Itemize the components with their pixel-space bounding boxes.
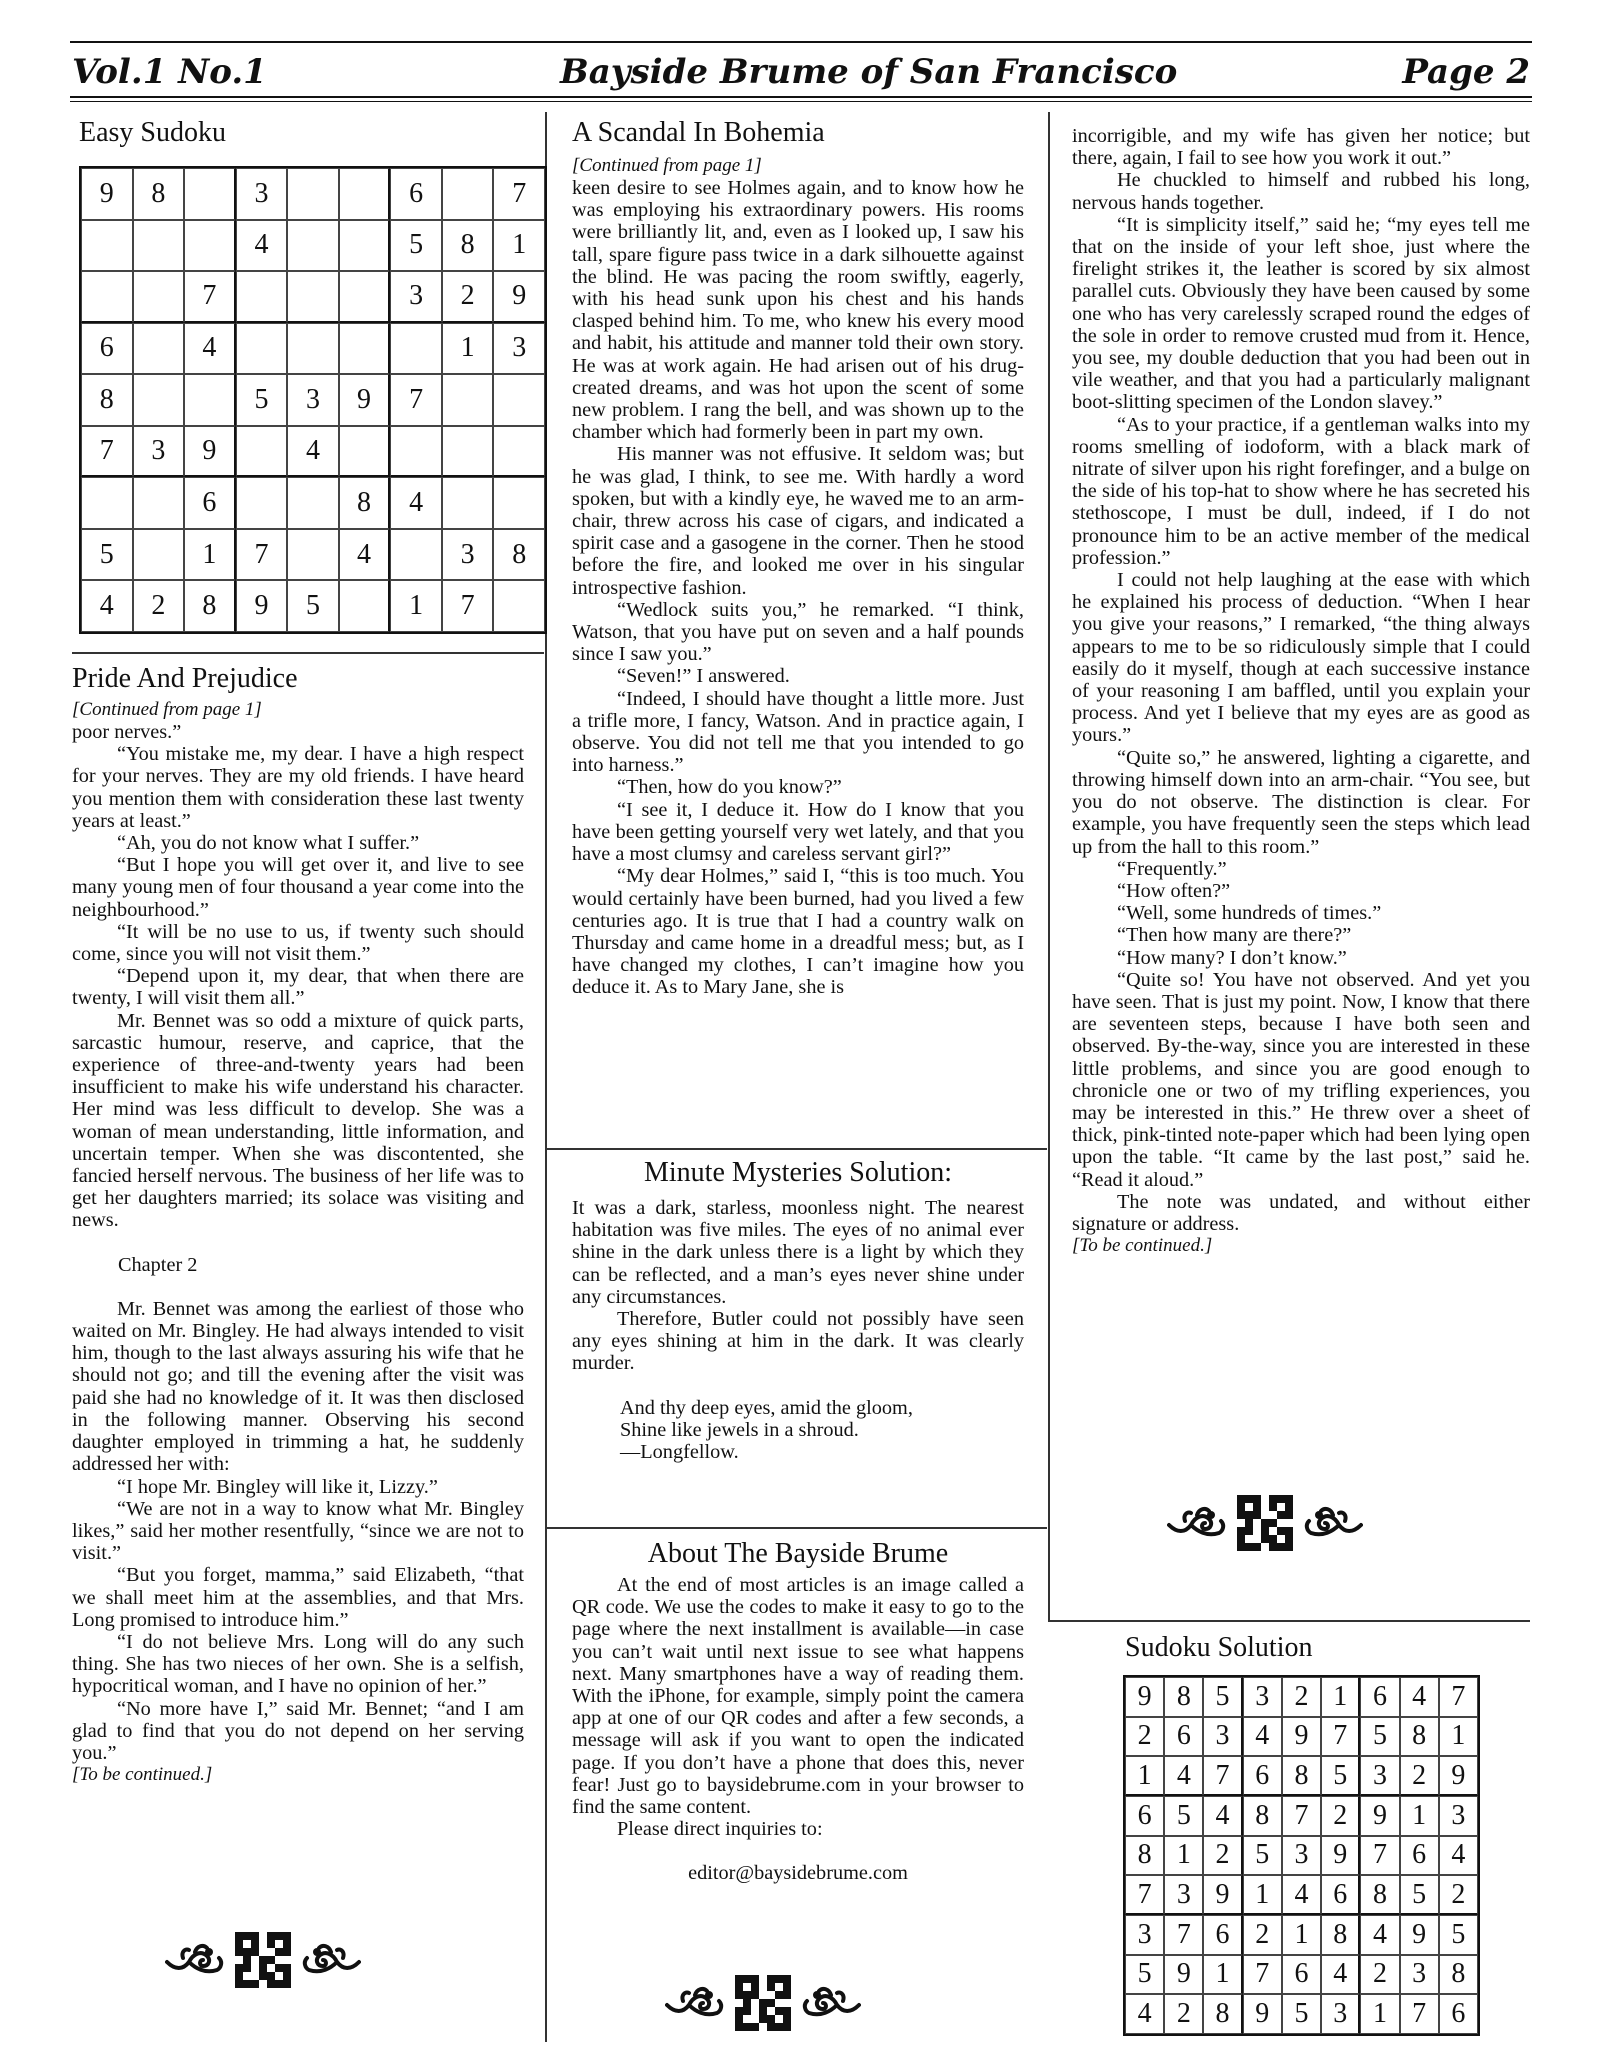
minute-mysteries-section <box>572 1157 1024 1463</box>
sudoku-cell: 3 <box>1439 1796 1478 1836</box>
sudoku-cell: 4 <box>1164 1756 1203 1796</box>
sudoku-cell: 2 <box>442 271 494 323</box>
sudoku-cell <box>442 168 494 220</box>
sudoku-cell <box>339 220 391 272</box>
sudoku-cell: 3 <box>133 426 185 478</box>
sudoku-cell: 5 <box>1164 1796 1203 1836</box>
sudoku-cell <box>339 323 391 375</box>
sudoku-cell: 5 <box>1360 1717 1399 1757</box>
sudoku-cell: 4 <box>1400 1677 1439 1717</box>
sudoku-cell: 5 <box>1321 1756 1360 1796</box>
page-number: Page 2 <box>1402 52 1530 92</box>
paragraph: “But I hope you will get over it, and live to see many young men of four thousand a year come into the neighbourhood.” <box>72 854 524 921</box>
sudoku-cell: 9 <box>1360 1796 1399 1836</box>
article-body <box>72 721 524 1232</box>
qr-code-icon[interactable] <box>735 1975 791 2031</box>
article-body <box>572 177 1024 999</box>
sudoku-cell: 8 <box>1400 1717 1439 1757</box>
sudoku-cell: 3 <box>1400 1955 1439 1995</box>
sudoku-cell: 3 <box>1164 1875 1203 1915</box>
paragraph: “No more have I,” said Mr. Bennet; “and I am glad to find that you do not depend on her serving you.” <box>72 1697 524 1764</box>
section-rule <box>547 1148 1047 1150</box>
sudoku-cell: 1 <box>1400 1796 1439 1836</box>
sudoku-cell: 2 <box>1282 1677 1321 1717</box>
sudoku-cell <box>236 271 288 323</box>
sudoku-cell: 9 <box>1203 1875 1242 1915</box>
sudoku-cell: 2 <box>1321 1796 1360 1836</box>
sudoku-cell: 2 <box>1125 1717 1164 1757</box>
sudoku-cell <box>184 374 236 426</box>
sudoku-cell: 4 <box>1439 1836 1478 1876</box>
continued-note: [Continued from page 1] <box>72 699 262 720</box>
ornament-qr <box>1167 1495 1363 1551</box>
sudoku-cell: 5 <box>1203 1677 1242 1717</box>
paragraph: He chuckled to himself and rubbed his long, nervous hands together. <box>1072 169 1530 214</box>
ornament-qr <box>665 1975 861 2031</box>
sudoku-cell: 1 <box>1125 1756 1164 1796</box>
sudoku-cell <box>493 374 545 426</box>
sudoku-cell: 3 <box>287 374 339 426</box>
sudoku-cell: 9 <box>81 168 133 220</box>
sudoku-cell <box>287 323 339 375</box>
sudoku-cell: 3 <box>1282 1836 1321 1876</box>
sudoku-cell: 1 <box>1360 1994 1399 2034</box>
sudoku-cell: 6 <box>1125 1796 1164 1836</box>
sudoku-cell: 2 <box>1164 1994 1203 2034</box>
sudoku-cell: 1 <box>1282 1915 1321 1955</box>
sudoku-cell: 4 <box>184 323 236 375</box>
sudoku-cell: 3 <box>442 529 494 581</box>
sudoku-cell <box>493 426 545 478</box>
paragraph: incorrigible, and my wife has given her notice; but there, again, I fail to see how you work it out.” <box>1072 125 1530 170</box>
sudoku-cell: 7 <box>1203 1756 1242 1796</box>
sudoku-cell: 4 <box>1321 1955 1360 1995</box>
paragraph: “Depend upon it, my dear, that when there are twenty, I will visit them all.” <box>72 965 524 1010</box>
flourish-right-icon <box>801 1983 861 2023</box>
sudoku-cell: 1 <box>442 323 494 375</box>
paragraph: poor nerves.” <box>72 721 182 743</box>
flourish-left-icon <box>165 1940 225 1980</box>
sudoku-cell: 7 <box>493 168 545 220</box>
sudoku-cell: 4 <box>339 529 391 581</box>
section-rule <box>547 1527 1047 1529</box>
sudoku-cell: 1 <box>493 220 545 272</box>
sudoku-cell: 6 <box>1400 1836 1439 1876</box>
mystery-body <box>572 1197 1024 1375</box>
sudoku-cell: 3 <box>236 168 288 220</box>
masthead-rule-thin <box>70 101 1532 102</box>
article-title: A Scandal In Bohemia <box>572 117 825 148</box>
sudoku-cell: 6 <box>1360 1677 1399 1717</box>
sudoku-cell: 5 <box>390 220 442 272</box>
sudoku-cell: 7 <box>236 529 288 581</box>
sudoku-cell: 3 <box>390 271 442 323</box>
scandal-bohemia-article <box>572 117 1024 999</box>
sudoku-cell: 4 <box>287 426 339 478</box>
sudoku-cell <box>339 271 391 323</box>
sudoku-cell <box>287 529 339 581</box>
about-section <box>572 1538 1024 1885</box>
flourish-left-icon <box>1167 1503 1227 1543</box>
sudoku-cell: 6 <box>1203 1915 1242 1955</box>
sudoku-cell: 9 <box>339 374 391 426</box>
sudoku-cell: 8 <box>1243 1796 1282 1836</box>
sudoku-cell <box>184 220 236 272</box>
sudoku-cell: 8 <box>442 220 494 272</box>
sudoku-cell: 9 <box>1439 1756 1478 1796</box>
sudoku-cell <box>339 580 391 632</box>
paragraph: “You mistake me, my dear. I have a high respect for your nerves. They are my old friends. I have heard you mention them with consideration these last twenty years at least.” <box>72 743 524 832</box>
paragraph: “I hope Mr. Bingley will like it, Lizzy.” <box>117 1475 438 1498</box>
paragraph: “Wedlock suits you,” he remarked. “I think, Watson, that you have put on seven and a half pounds since I saw you.” <box>572 598 1024 666</box>
sudoku-cell <box>81 220 133 272</box>
sudoku-cell <box>493 580 545 632</box>
about-body <box>572 1574 1024 1840</box>
sudoku-cell: 1 <box>390 580 442 632</box>
paragraph: His manner was not effusive. It seldom was; but he was glad, I think, to see me. With hardly a word spoken, but with a kindly eye, he waved me to an arm-chair, threw across his case of cigars, and indicated a spirit case and a gasogene in the corner. Then he stood before the fire, and looked me over in his singular introspective fashion. <box>572 443 1024 599</box>
paragraph: “Quite so! You have not observed. And yet you have seen. That is just my point. Now, I know that there are seventeen steps, because I have both seen and observed. By-the-way, since you are interested in these little problems, and since you are good enough to chronicle one or two of my trifling experiences, you may be interested in this.” He threw over a sheet of thick, pink-tinted note-paper which had been lying open upon the table. “It came by the last post,” said he. “Read it aloud.” <box>1072 968 1530 1191</box>
section-title: Sudoku Solution <box>1125 1632 1313 1663</box>
scandal-bohemia-continued <box>1072 125 1530 1257</box>
sudoku-cell: 8 <box>1360 1875 1399 1915</box>
paragraph: “We are not in a way to know what Mr. Bingley likes,” said her mother resentfully, “since we are not to visit.” <box>72 1497 524 1565</box>
ornament-qr <box>165 1932 361 1988</box>
to-be-continued: [To be continued.] <box>72 1764 213 1786</box>
sudoku-cell: 4 <box>1282 1875 1321 1915</box>
sudoku-cell: 1 <box>1203 1955 1242 1995</box>
paragraph: “Seven!” I answered. <box>617 665 790 688</box>
sudoku-cell <box>287 477 339 529</box>
article-title: Pride And Prejudice <box>72 663 298 694</box>
section-title: Minute Mysteries Solution: <box>644 1157 952 1188</box>
masthead-rule <box>70 96 1532 98</box>
paragraph: “How many? I don’t know.” <box>1117 946 1347 969</box>
sudoku-cell: 4 <box>1243 1717 1282 1757</box>
sudoku-cell: 6 <box>1164 1717 1203 1757</box>
sudoku-cell: 3 <box>493 323 545 375</box>
flourish-right-icon <box>301 1940 361 1980</box>
chapter-heading: Chapter 2 <box>118 1253 198 1276</box>
sudoku-cell: 3 <box>1360 1756 1399 1796</box>
sudoku-cell: 7 <box>1360 1836 1399 1876</box>
sudoku-cell <box>442 426 494 478</box>
sudoku-cell: 7 <box>442 580 494 632</box>
paragraph: “I do not believe Mrs. Long will do any such thing. She has two nieces of her own. She is a selfish, hypocritical woman, and I have no opinion of her.” <box>72 1630 524 1698</box>
paragraph: At the end of most articles is an image called a QR code. We use the codes to make it easy to go to the page where the next installment is available—in case you can’t wait until next issue to see what happens next. Many smartphones have a way of reading them. With the iPhone, for example, simply point the camera app at one of our QR codes and after a few seconds, a message will ask if you want to open the indicated page. If you don’t have a phone that does this, never fear! Just go to baysidebrume.com in your browser to find the same content. <box>572 1574 1024 1819</box>
sudoku-cell <box>442 374 494 426</box>
paragraph: Therefore, Butler could not possibly have seen any eyes shining at him in the dark. It was clearly murder. <box>572 1308 1024 1375</box>
qr-code-icon[interactable] <box>235 1932 291 1988</box>
sudoku-cell: 5 <box>1125 1955 1164 1995</box>
qr-code-icon[interactable] <box>1237 1495 1293 1551</box>
sudoku-cell: 9 <box>1321 1836 1360 1876</box>
sudoku-cell: 7 <box>1321 1717 1360 1757</box>
easy-sudoku-section <box>79 117 226 149</box>
sudoku-cell <box>133 271 185 323</box>
paragraph: “It will be no use to us, if twenty such should come, since you will not visit them.” <box>72 920 524 966</box>
paragraph: Mr. Bennet was so odd a mixture of quick parts, sarcastic humour, reserve, and caprice, that the experience of three-and-twenty years had been insufficient to make his wife understand his character. Her mind was less difficult to develop. She was a woman of mean understanding, little information, and uncertain temper. When she was discontented, she fancied herself nervous. The business of her life was to get her daughters married; its solace was visiting and news. <box>72 1009 524 1232</box>
sudoku-cell: 2 <box>133 580 185 632</box>
sudoku-cell: 8 <box>1203 1994 1242 2034</box>
sudoku-cell <box>287 168 339 220</box>
sudoku-cell: 7 <box>1164 1915 1203 1955</box>
sudoku-cell: 7 <box>1400 1994 1439 2034</box>
sudoku-cell: 5 <box>1243 1836 1282 1876</box>
sudoku-cell <box>390 529 442 581</box>
sudoku-cell: 8 <box>493 529 545 581</box>
sudoku-cell: 4 <box>1360 1915 1399 1955</box>
sudoku-cell: 9 <box>493 271 545 323</box>
sudoku-cell: 9 <box>1164 1955 1203 1995</box>
flourish-right-icon <box>1303 1503 1363 1543</box>
poem-line: And thy deep eyes, amid the gloom, <box>620 1396 913 1419</box>
sudoku-cell: 8 <box>1321 1915 1360 1955</box>
sudoku-cell <box>339 168 391 220</box>
email-link[interactable]: editor@baysidebrume.com <box>688 1862 908 1885</box>
sudoku-cell <box>236 426 288 478</box>
sudoku-cell: 9 <box>236 580 288 632</box>
sudoku-cell <box>287 271 339 323</box>
paragraph: “As to your practice, if a gentleman walks into my rooms smelling of iodoform, with a black mark of nitrate of silver upon his right forefinger, and a bulge on the side of his top-hat to show where he has secreted his stethoscope, I must be dull, indeed, if I do not pronounce him to be an active member of the medical profession.” <box>1072 413 1530 569</box>
sudoku-cell: 4 <box>1125 1994 1164 2034</box>
sudoku-solution-section <box>1125 1632 1312 1664</box>
masthead-title: Bayside Brume of San Francisco <box>560 52 1178 92</box>
paragraph: keen desire to see Holmes again, and to know how he was employing his extraordinary powers. His rooms were brilliantly lit, and, even as I looked up, I saw his tall, spare figure pass twice in a dark silhouette against the blind. He was pacing the room swiftly, eagerly, with his head sunk upon his chest and his hands clasped behind him. To me, who knew his every mood and habit, his attitude and manner told their own story. He was at work again. He had arisen out of his drug-created dreams, and was hot upon the scent of some new problem. I rang the bell, and was shown up to the chamber which had formerly been in part my own. <box>572 177 1024 444</box>
sudoku-cell: 8 <box>184 580 236 632</box>
sudoku-cell: 3 <box>1321 1994 1360 2034</box>
sudoku-cell: 4 <box>81 580 133 632</box>
sudoku-cell: 9 <box>1125 1677 1164 1717</box>
sudoku-cell: 7 <box>1282 1796 1321 1836</box>
sudoku-cell: 7 <box>184 271 236 323</box>
article-body <box>1072 125 1530 1235</box>
sudoku-cell: 6 <box>81 323 133 375</box>
sudoku-cell: 2 <box>1400 1756 1439 1796</box>
paragraph: “But you forget, mamma,” said Elizabeth, “that we shall meet him at the assemblies, and that Mrs. Long promised to introduce him.” <box>72 1564 524 1631</box>
sudoku-cell <box>133 529 185 581</box>
poem <box>572 1397 1024 1464</box>
sudoku-cell: 8 <box>133 168 185 220</box>
sudoku-cell <box>493 477 545 529</box>
sudoku-cell: 8 <box>81 374 133 426</box>
sudoku-cell: 7 <box>1243 1955 1282 1995</box>
sudoku-cell <box>287 220 339 272</box>
paragraph: “Indeed, I should have thought a little more. Just a trifle more, I fancy, Watson. And in practice again, I observe. You did not tell me that you intended to go into harness.” <box>572 687 1024 777</box>
sudoku-cell: 2 <box>1203 1836 1242 1876</box>
sudoku-cell <box>184 168 236 220</box>
paragraph: “Ah, you do not know what I suffer.” <box>117 832 420 855</box>
sudoku-cell: 1 <box>184 529 236 581</box>
continued-note: [Continued from page 1] <box>572 155 762 176</box>
top-rule <box>70 41 1532 43</box>
flourish-left-icon <box>665 1983 725 2023</box>
sudoku-cell: 8 <box>1164 1677 1203 1717</box>
volume-label: Vol.1 No.1 <box>72 52 267 92</box>
sudoku-cell: 9 <box>1243 1994 1282 2034</box>
paragraph: Please direct inquiries to: <box>617 1818 823 1841</box>
poem-line: —Longfellow. <box>620 1441 739 1464</box>
paragraph: “I see it, I deduce it. How do I know that you have been getting yourself very wet lately, and that you have a most clumsy and careless servant girl?” <box>572 798 1024 866</box>
sudoku-cell: 8 <box>1282 1756 1321 1796</box>
sudoku-cell <box>81 477 133 529</box>
sudoku-cell: 3 <box>1125 1915 1164 1955</box>
paragraph: The note was undated, and without either signature or address. <box>1072 1190 1530 1235</box>
paragraph: “It is simplicity itself,” said he; “my eyes tell me that on the inside of your left shoe, just where the firelight strikes it, the leather is scored by six almost parallel cuts. Obviously they have been caused by some one who has very carelessly scraped round the edges of the sole in order to remove crusted mud from it. Hence, you see, my double deduction that you had been out in vile weather, and that you had a particularly malignant boot-slitting specimen of the London slavey.” <box>1072 213 1530 414</box>
sudoku-cell <box>133 477 185 529</box>
sudoku-cell: 9 <box>1282 1717 1321 1757</box>
sudoku-cell: 4 <box>390 477 442 529</box>
sudoku-cell: 7 <box>1125 1875 1164 1915</box>
sudoku-cell: 3 <box>1203 1717 1242 1757</box>
sudoku-cell: 5 <box>1400 1875 1439 1915</box>
paragraph: I could not help laughing at the ease with which he explained his process of deduction. “When I hear you give your reasons,” I remarked, “the thing always appears to me to be so ridiculously simple that I could easily do it myself, though at each successive instance of your reasoning I am baffled, until you explain your process. And yet I believe that my eyes are as good as yours.” <box>1072 569 1530 747</box>
sudoku-cell <box>81 271 133 323</box>
sudoku-cell: 8 <box>1439 1955 1478 1995</box>
section-rule <box>72 652 544 654</box>
pride-prejudice-article <box>72 663 524 1786</box>
sudoku-cell <box>133 323 185 375</box>
sudoku-cell: 1 <box>1164 1836 1203 1876</box>
sudoku-cell: 6 <box>184 477 236 529</box>
sudoku-cell: 2 <box>1360 1955 1399 1995</box>
sudoku-cell <box>236 477 288 529</box>
sudoku-cell: 1 <box>1321 1677 1360 1717</box>
sudoku-cell: 6 <box>1439 1994 1478 2034</box>
paragraph: “Then, how do you know?” <box>617 776 842 799</box>
section-title: About The Bayside Brume <box>647 1538 949 1569</box>
paragraph: “Frequently.” <box>1117 857 1227 880</box>
sudoku-puzzle-grid <box>79 166 547 634</box>
column-rule-2 <box>1048 112 1050 1622</box>
paragraph: It was a dark, starless, moonless night. The nearest habitation was five miles. The eyes of no animal ever shine in the dark unless there is a light by which they can be reflected, and a man’s eyes never shine under any circumstances. <box>572 1197 1024 1308</box>
sudoku-cell <box>133 220 185 272</box>
section-title: Easy Sudoku <box>79 117 226 148</box>
sudoku-cell: 3 <box>1243 1677 1282 1717</box>
sudoku-cell <box>236 323 288 375</box>
sudoku-cell: 5 <box>1282 1994 1321 2034</box>
sudoku-cell: 5 <box>1439 1915 1478 1955</box>
sudoku-cell: 5 <box>236 374 288 426</box>
sudoku-cell: 7 <box>390 374 442 426</box>
to-be-continued: [To be continued.] <box>1072 1235 1213 1257</box>
poem-line: Shine like jewels in a shroud. <box>620 1418 859 1441</box>
paragraph: “How often?” <box>1117 879 1231 902</box>
sudoku-cell: 9 <box>184 426 236 478</box>
sudoku-cell: 1 <box>1439 1717 1478 1757</box>
sudoku-cell: 1 <box>1243 1875 1282 1915</box>
sudoku-cell: 9 <box>1400 1915 1439 1955</box>
sudoku-cell: 7 <box>1439 1677 1478 1717</box>
sudoku-cell: 8 <box>1125 1836 1164 1876</box>
sudoku-cell: 5 <box>81 529 133 581</box>
paragraph: “My dear Holmes,” said I, “this is too much. You would certainly have been burned, had you lived a few centuries ago. It is true that I had a country walk on Thursday and came home in a dreadful mess; but, as I have changed my clothes, I can’t imagine how you deduce it. As to Mary Jane, she is <box>572 865 1024 999</box>
sudoku-cell: 6 <box>1282 1955 1321 1995</box>
sudoku-solution-grid <box>1123 1675 1480 2036</box>
section-rule <box>1050 1620 1530 1622</box>
sudoku-cell: 8 <box>339 477 391 529</box>
sudoku-cell: 4 <box>1203 1796 1242 1836</box>
sudoku-cell <box>390 426 442 478</box>
sudoku-cell: 7 <box>81 426 133 478</box>
sudoku-cell <box>390 323 442 375</box>
sudoku-cell: 2 <box>1439 1875 1478 1915</box>
article-body <box>72 1298 524 1764</box>
sudoku-cell: 6 <box>1243 1756 1282 1796</box>
sudoku-cell: 6 <box>390 168 442 220</box>
paragraph: “Well, some hundreds of times.” <box>1117 902 1382 925</box>
paragraph: Mr. Bennet was among the earliest of those who waited on Mr. Bingley. He had always intended to visit him, though to the last always assuring his wife that he should not go; and till the evening after the visit was paid she had no knowledge of it. It was then disclosed in the following manner. Observing his second daughter employed in trimming a hat, he suddenly addressed her with: <box>72 1297 524 1476</box>
sudoku-cell: 4 <box>236 220 288 272</box>
sudoku-cell <box>442 477 494 529</box>
sudoku-cell <box>133 374 185 426</box>
sudoku-cell: 6 <box>1321 1875 1360 1915</box>
paragraph: “Quite so,” he answered, lighting a cigarette, and throwing himself down into an arm-chair. “You see, but you do not observe. The distinction is clear. For example, you have frequently seen the steps which lead up from the hall to this room.” <box>1072 746 1530 858</box>
sudoku-cell: 5 <box>287 580 339 632</box>
sudoku-cell <box>339 426 391 478</box>
paragraph: “Then how many are there?” <box>1117 924 1352 947</box>
sudoku-cell: 2 <box>1243 1915 1282 1955</box>
